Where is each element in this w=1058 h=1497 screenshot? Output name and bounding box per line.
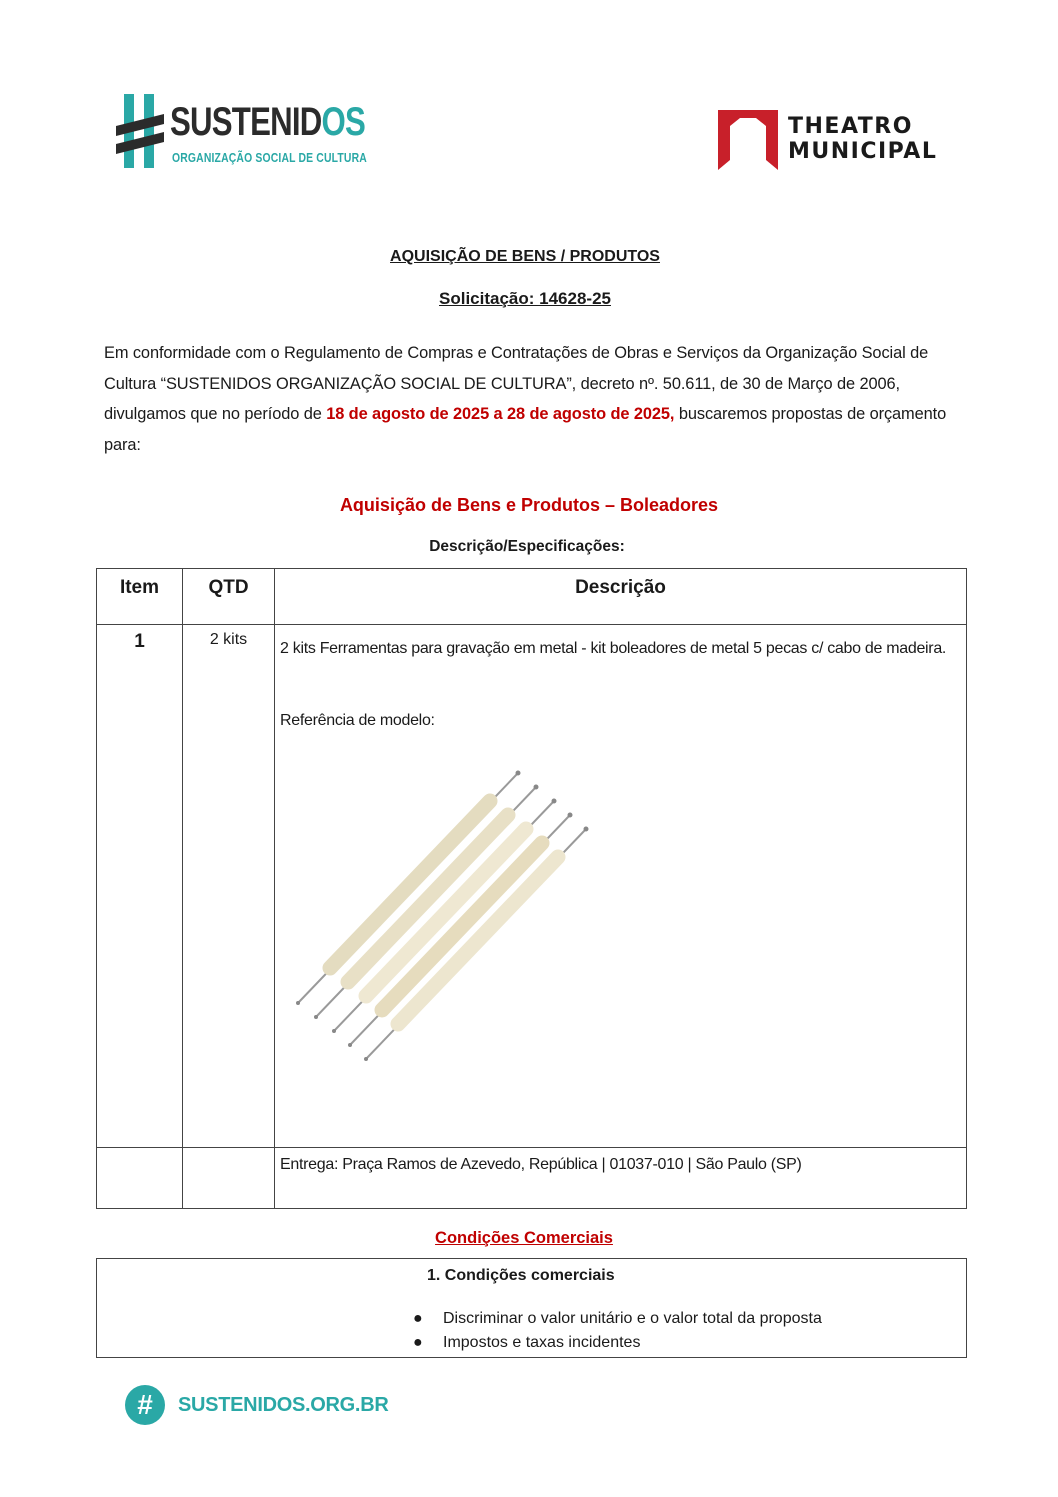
intro-text: Em conformidade com o Regulamento de Compras e Contratações de Obras e Serviços da Organização Social de Cultura “SUSTENIDOS ORGANIZAÇÃO SOCIAL DE CULTURA”, decreto nº. 50.611, de 30 de Março de 2006, divulgamos que no período de (104, 344, 929, 423)
delivery-row (97, 1148, 967, 1209)
stylus-tool (332, 799, 557, 1034)
conditions-list (411, 1307, 822, 1355)
header-descricao: Descrição (275, 569, 967, 625)
conditions-title: Condições Comerciais (435, 1229, 613, 1247)
header-qtd: QTD (183, 569, 275, 625)
stylus-tool (296, 771, 521, 1006)
document-title: AQUISIÇÃO DE BENS / PRODUTOS (390, 248, 660, 265)
bullet-icon: ● (413, 1334, 423, 1351)
intro-text-end: buscaremos propostas de orçamento para: (104, 405, 947, 454)
tm-line2: MUNICIPAL (788, 139, 938, 164)
reference-label: Referência de modelo: (280, 712, 435, 729)
conditions-box (96, 1258, 967, 1358)
header-item: Item (97, 569, 183, 625)
intro-period: 18 de agosto de 2025 a 28 de agosto de 2025, (326, 405, 675, 423)
footer-logo (125, 1385, 389, 1425)
item-description-cell (275, 625, 967, 1148)
sustenidos-logo (116, 92, 366, 172)
list-item (411, 1331, 822, 1355)
tm-line1: THEATRO (788, 114, 913, 139)
bullet-icon: ● (413, 1310, 423, 1327)
stylus-tool (348, 813, 573, 1048)
item-quantity: 2 kits (183, 625, 275, 1148)
delivery-address: Entrega: Praça Ramos de Azevedo, República | 01037-010 | São Paulo (SP) (275, 1148, 967, 1209)
hash-circle-icon: # (125, 1385, 165, 1425)
conditions-heading: 1. Condições comerciais (427, 1267, 615, 1284)
theatro-arch-icon (716, 108, 780, 172)
table-header-row (97, 569, 967, 625)
list-item (411, 1307, 822, 1331)
sustenidos-wordmark: SUSTENIDOS (170, 100, 366, 144)
spec-table (96, 568, 967, 1209)
sharp-symbol-icon (116, 92, 168, 172)
ball-stylus-tools-image (290, 763, 610, 1063)
footer-site-link[interactable]: SUSTENIDOS.ORG.BR (178, 1394, 389, 1416)
item-number: 1 (97, 625, 183, 1148)
stylus-tool (364, 827, 589, 1062)
condition-text: Discriminar o valor unitário e o valor total da proposta (443, 1310, 822, 1327)
theatro-municipal-wordmark (788, 114, 937, 164)
theatro-municipal-logo (716, 108, 956, 174)
condition-text: Impostos e taxas incidentes (443, 1334, 641, 1351)
item-description: 2 kits Ferramentas para gravação em metal - kit boleadores de metal 5 pecas c/ cabo de madeira. (280, 640, 947, 657)
request-number: Solicitação: 14628-25 (439, 289, 611, 308)
empty-cell (183, 1148, 275, 1209)
empty-cell (97, 1148, 183, 1209)
spec-label: Descrição/Especificações: (429, 538, 625, 555)
section-subtitle: Aquisição de Bens e Produtos – Boleadores (339, 495, 719, 515)
sustenidos-tagline: ORGANIZAÇÃO SOCIAL DE CULTURA (172, 150, 367, 165)
table-row (97, 625, 967, 1148)
intro-paragraph (104, 338, 954, 460)
